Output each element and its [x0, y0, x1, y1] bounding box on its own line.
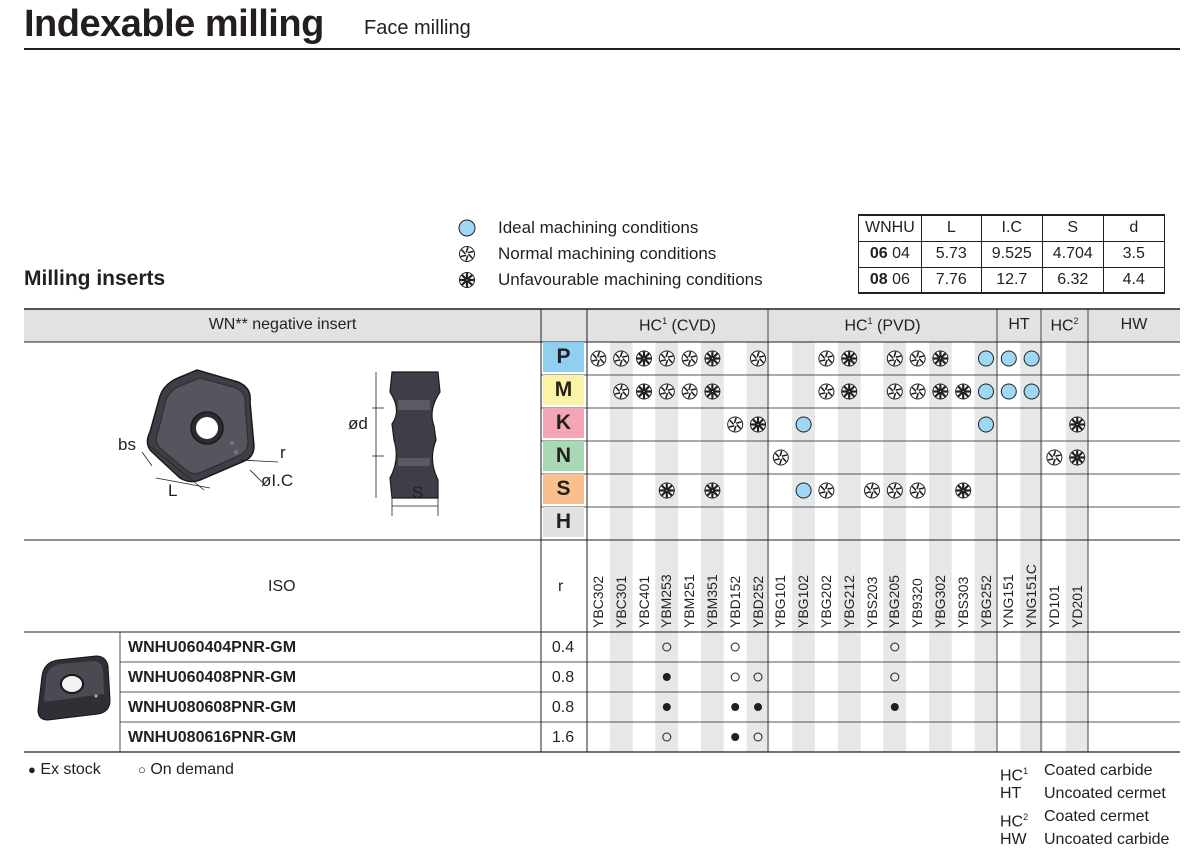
drawing-label-s: S [412, 483, 424, 502]
ex-stock-mark [754, 703, 762, 711]
condition-n-yd101 [1047, 450, 1062, 465]
group-label: HW [1120, 316, 1148, 333]
stock-label: Ex stock [40, 761, 101, 778]
column-stripe [1066, 342, 1089, 752]
on-demand-mark [731, 673, 739, 681]
grade-label-yd201: YD201 [1068, 585, 1085, 628]
column-stripe [792, 342, 815, 752]
abbr: HC [1000, 767, 1024, 785]
ex-stock-mark [663, 673, 671, 681]
abbr-row [1000, 761, 1028, 786]
ex-stock-mark [731, 733, 739, 741]
demand-symbol: ○ [138, 762, 146, 777]
condition-p-yb9320 [910, 351, 925, 366]
dim-l: 5.73 [921, 241, 981, 267]
demand-legend [138, 760, 234, 780]
condition-m-yng151c [1024, 384, 1039, 399]
stock-legend [28, 760, 101, 780]
dim-l: 7.76 [921, 267, 981, 293]
group-label: HT [1008, 316, 1030, 333]
dim-ic: 9.525 [981, 241, 1042, 267]
material-p: P [543, 342, 584, 372]
column-stripe [975, 342, 998, 752]
condition-m-ybg252 [979, 384, 994, 399]
condition-m-ybs303 [956, 384, 971, 399]
ex-stock-mark [891, 703, 899, 711]
condition-m-ybc301 [614, 384, 629, 399]
page-subtitle: Face milling [364, 17, 471, 39]
condition-p-yng151 [1001, 351, 1016, 366]
drawing-label-bs: bs [118, 435, 136, 454]
grade-label-ybg202: YBG202 [818, 575, 834, 628]
condition-k-yd201 [1070, 417, 1085, 432]
dim-ic: 12.7 [981, 267, 1042, 293]
grade-label-ybg205: YBG205 [886, 575, 903, 628]
drawing-label-ic: øI.C [261, 471, 294, 490]
stock-symbol: ● [28, 762, 36, 777]
condition-m-ybg205 [887, 384, 902, 399]
abbr-row [1000, 830, 1027, 850]
insert-code: WNHU060408PNR-GM [128, 669, 297, 686]
group-label: HC [844, 317, 868, 335]
column-stripe [701, 342, 724, 752]
material-m: M [543, 375, 584, 405]
condition-p-yng151c [1024, 351, 1039, 366]
grade-label-ybg302: YBG302 [932, 575, 948, 628]
abbr: HT [1000, 785, 1022, 802]
condition-s-ybm351 [705, 483, 720, 498]
condition-k-ybg102 [796, 417, 811, 432]
column-stripe [883, 342, 906, 752]
drawing-label-l: L [168, 481, 178, 500]
dim-d: 4.4 [1103, 267, 1164, 293]
group-suffix: (CVD) [667, 317, 716, 335]
condition-s-ybg202 [819, 483, 834, 498]
ex-stock-mark [731, 703, 739, 711]
condition-p-ybd252 [751, 351, 766, 366]
ex-stock-mark [663, 703, 671, 711]
abbr-desc: Coated cermet [1044, 808, 1149, 825]
grade-label-yng151c: YNG151C [1023, 564, 1040, 628]
section-heading: Milling inserts [24, 267, 166, 290]
condition-m-yng151 [1001, 384, 1016, 399]
group-header-ht [997, 316, 1041, 334]
condition-p-ybc401 [637, 351, 652, 366]
insert-code: WNHU080616PNR-GM [128, 729, 297, 746]
condition-p-ybg202 [819, 351, 834, 366]
grade-label-ybs203: YBS203 [863, 576, 880, 628]
column-stripe [747, 342, 770, 752]
group-header-hw [1088, 316, 1180, 334]
condition-s-ybm253 [659, 483, 674, 498]
insert-radius: 1.6 [551, 729, 575, 746]
column-stripe [838, 342, 861, 752]
insert-radius: 0.8 [551, 699, 575, 716]
dim-code-rest: 06 [892, 270, 910, 288]
grade-label-ybm253: YBM253 [658, 574, 675, 628]
dim-d: 3.5 [1103, 241, 1164, 267]
condition-s-ybs203 [865, 483, 880, 498]
dim-code-bold: 06 [869, 245, 888, 262]
condition-p-ybg252 [979, 351, 994, 366]
abbr-row [1000, 784, 1021, 804]
condition-p-ybg302 [933, 351, 948, 366]
dim-header-wnhu: WNHU [859, 215, 922, 241]
column-stripe [655, 342, 678, 752]
insert-code: WNHU080608PNR-GM [128, 699, 297, 716]
group-sup: 1 [662, 316, 668, 326]
legend-label: Ideal machining conditions [498, 218, 699, 237]
grade-label-ybg212: YBG212 [840, 575, 857, 628]
grade-label-yd101: YD101 [1046, 585, 1062, 628]
condition-p-ybg205 [887, 351, 902, 366]
dim-s: 4.704 [1042, 241, 1103, 267]
insert-header: WN** negative insert [208, 316, 357, 333]
dim-header-s: S [1042, 215, 1103, 241]
condition-m-ybm351 [705, 384, 720, 399]
abbr-desc: Uncoated cermet [1044, 785, 1166, 802]
condition-k-ybg252 [979, 417, 994, 432]
dim-header-d: d [1103, 215, 1164, 241]
condition-m-ybg202 [819, 384, 834, 399]
condition-n-yd201 [1070, 450, 1085, 465]
column-stripe [1020, 342, 1043, 752]
group-header-hc-cvd [587, 316, 768, 335]
abbr: HW [1000, 831, 1027, 848]
abbr-desc: Coated carbide [1044, 762, 1153, 779]
grade-label-ybd252: YBD252 [749, 575, 766, 628]
condition-s-ybg102 [796, 483, 811, 498]
dim-s: 6.32 [1042, 267, 1103, 293]
grade-label-ybd152: YBD152 [726, 575, 743, 628]
insert-radius: 0.4 [551, 639, 575, 656]
abbr-desc: Uncoated carbide [1044, 831, 1170, 848]
condition-m-yb9320 [910, 384, 925, 399]
insert-radius: 0.8 [551, 669, 575, 686]
condition-p-ybc301 [614, 351, 629, 366]
condition-p-ybm253 [659, 351, 674, 366]
condition-m-ybg212 [842, 384, 857, 399]
dim-code-bold: 08 [869, 270, 888, 288]
material-h: H [543, 507, 584, 537]
drawing-label-r: r [280, 443, 286, 462]
legend-label: Unfavourable machining conditions [498, 270, 763, 289]
condition-p-ybm251 [682, 351, 697, 366]
grade-label-ybc401: YBC401 [635, 575, 652, 628]
condition-m-ybc401 [637, 384, 652, 399]
grade-label-ybc302: YBC302 [590, 575, 606, 628]
condition-m-ybg302 [933, 384, 948, 399]
material-n: N [543, 441, 584, 471]
material-s: S [543, 474, 584, 504]
group-header-hc2 [1041, 316, 1088, 335]
group-label: HC [638, 317, 663, 335]
grade-label-ybm251: YBM251 [681, 574, 698, 628]
condition-m-ybm253 [659, 384, 674, 399]
condition-s-yb9320 [910, 483, 925, 498]
grade-label-ybm351: YBM351 [704, 574, 720, 628]
condition-p-ybc302 [591, 351, 606, 366]
condition-n-ybg101 [773, 450, 788, 465]
abbr-row [1000, 807, 1028, 832]
condition-s-ybs303 [956, 483, 971, 498]
grade-label-yng151: YNG151 [1000, 574, 1017, 628]
dim-header-ic: I.C [981, 215, 1042, 241]
condition-p-ybm351 [705, 351, 720, 366]
column-stripe [610, 342, 633, 752]
condition-m-ybm251 [682, 384, 697, 399]
group-sup: 1 [867, 316, 873, 326]
group-label: HC [1050, 317, 1074, 335]
on-demand-mark [731, 643, 739, 651]
abbr-sup: 1 [1023, 766, 1029, 776]
grade-label-ybs303: YBS303 [954, 576, 971, 628]
insert-photo [38, 656, 110, 720]
legend-label: Normal machining conditions [498, 244, 717, 263]
insert-code: WNHU060404PNR-GM [128, 639, 297, 656]
column-stripe [929, 342, 952, 752]
drawing-label-d: ød [348, 414, 368, 433]
abbr: HC [1000, 813, 1024, 831]
grade-label-ybg252: YBG252 [977, 575, 994, 628]
page-title: Indexable milling [24, 3, 324, 45]
insert-top-view-drawing [142, 370, 278, 490]
dim-code-rest: 04 [892, 245, 910, 262]
demand-label: On demand [150, 761, 234, 778]
group-header-hc-pvd [768, 316, 997, 335]
group-suffix: (PVD) [872, 317, 921, 335]
grade-label-ybg101: YBG101 [772, 575, 789, 628]
condition-p-ybg212 [842, 351, 857, 366]
iso-label: ISO [268, 578, 296, 595]
condition-s-ybg205 [887, 483, 902, 498]
insert-side-view-drawing [372, 372, 440, 516]
r-label: r [558, 578, 564, 595]
group-sup: 2 [1073, 316, 1079, 326]
grade-label-ybg102: YBG102 [795, 575, 812, 628]
material-k: K [543, 408, 584, 438]
dim-header-l: L [921, 215, 981, 241]
abbr-sup: 2 [1023, 812, 1029, 822]
grade-label-ybc301: YBC301 [612, 575, 629, 628]
condition-k-ybd252 [751, 417, 766, 432]
grade-label-yb9320: YB9320 [909, 578, 926, 628]
condition-k-ybd152 [728, 417, 743, 432]
